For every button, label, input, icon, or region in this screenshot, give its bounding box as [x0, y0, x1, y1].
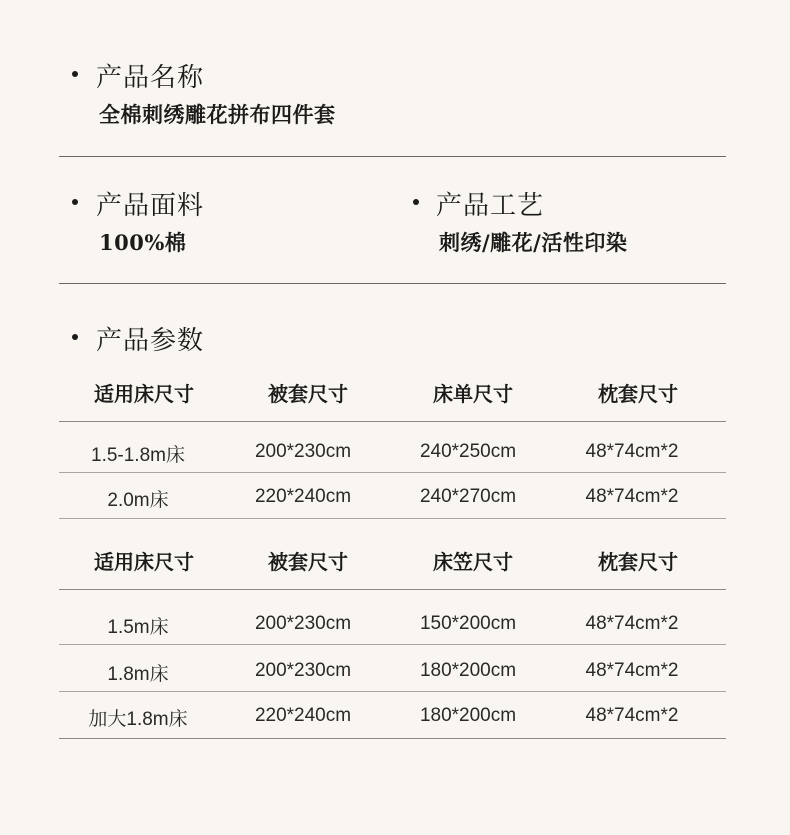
table-cell: 180*200cm	[419, 705, 517, 726]
table-cell: 240*270cm	[419, 486, 517, 507]
table-divider	[59, 691, 726, 692]
params-heading: 产品参数	[96, 326, 205, 356]
table-divider	[59, 472, 726, 473]
table-header-cell: 被套尺寸	[268, 550, 348, 574]
table-cell: 220*240cm	[254, 705, 352, 726]
fabric-value: 100%棉	[99, 230, 187, 255]
divider	[59, 156, 726, 157]
craft-heading: 产品工艺	[436, 191, 545, 221]
table-cell: 48*74cm*2	[585, 613, 679, 634]
bullet-icon	[413, 199, 419, 205]
table-divider	[59, 644, 726, 645]
divider	[59, 283, 726, 284]
table-cell: 200*230cm	[254, 441, 352, 462]
table-header-cell: 适用床尺寸	[94, 550, 194, 574]
table-cell: 2.0m床	[107, 490, 169, 511]
table-divider	[59, 589, 726, 590]
bullet-icon	[72, 199, 78, 205]
fabric-heading: 产品面料	[96, 191, 205, 221]
table-cell: 200*230cm	[254, 613, 352, 634]
table-cell: 200*230cm	[254, 660, 352, 681]
table-cell: 48*74cm*2	[585, 660, 679, 681]
table-cell: 220*240cm	[254, 486, 352, 507]
table-cell: 1.5m床	[107, 617, 169, 638]
table-header-cell: 枕套尺寸	[598, 382, 678, 406]
table-cell: 1.5-1.8m床	[91, 445, 185, 466]
product-name-heading: 产品名称	[96, 63, 205, 93]
table-cell: 1.8m床	[107, 664, 169, 685]
table-divider	[59, 421, 726, 422]
table-divider	[59, 518, 726, 519]
bullet-icon	[72, 334, 78, 340]
table-header-cell: 床笠尺寸	[433, 550, 513, 574]
table-cell: 180*200cm	[419, 660, 517, 681]
table-header-cell: 枕套尺寸	[598, 550, 678, 574]
craft-value: 刺绣/雕花/活性印染	[439, 230, 628, 255]
table-cell: 150*200cm	[419, 613, 517, 634]
table-cell: 240*250cm	[419, 441, 517, 462]
table-cell: 48*74cm*2	[585, 705, 679, 726]
product-name-value: 全棉刺绣雕花拼布四件套	[99, 102, 336, 127]
table-header-cell: 被套尺寸	[268, 382, 348, 406]
table-header-cell: 床单尺寸	[433, 382, 513, 406]
table-cell: 加大1.8m床	[88, 709, 188, 730]
table-divider	[59, 738, 726, 739]
table-cell: 48*74cm*2	[585, 486, 679, 507]
bullet-icon	[72, 71, 78, 77]
table-cell: 48*74cm*2	[585, 441, 679, 462]
table-header-cell: 适用床尺寸	[94, 382, 194, 406]
